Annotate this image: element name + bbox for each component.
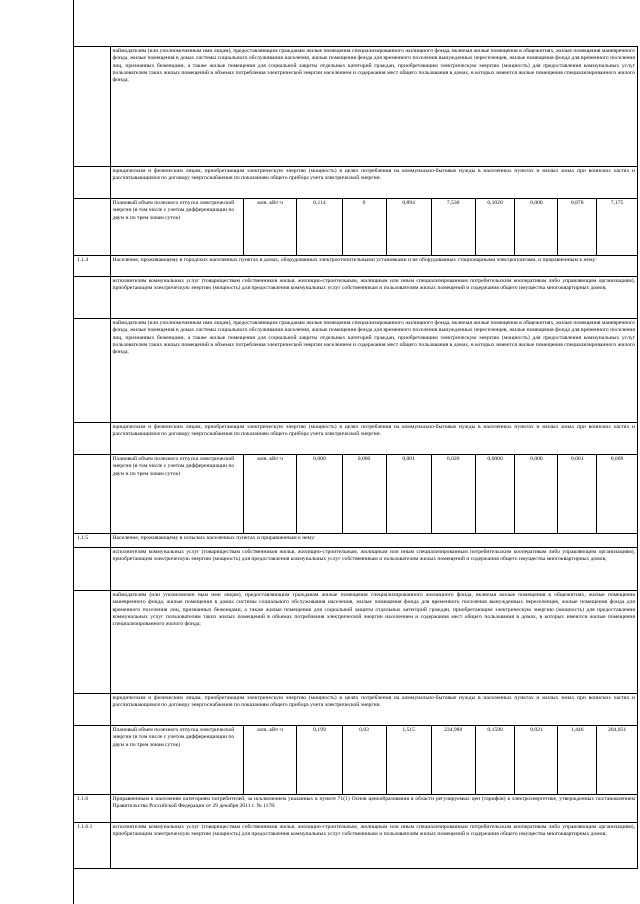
table-row bbox=[74, 795, 638, 823]
row-number-cell bbox=[74, 319, 111, 423]
value-cell: 0,009 bbox=[597, 455, 638, 534]
description-cell: юридическим и физическим лицам, приобретающим электрическую энергию (мощность) в целях потребления на коммунально-бытовые нужды в населенных пунктах и жилых зонах при воинских частях и рассчитывающимся по договору энергоснабжения по показаниям общего прибора учета электрической энергии. bbox=[110, 167, 637, 199]
row-number-cell bbox=[74, 591, 111, 694]
row-number-cell bbox=[74, 167, 111, 199]
description-cell: юридическим и физическим лицам, приобретающим электрическую энергию (мощность) в целях потребления на коммунально-бытовые нужды в населенных пунктах и жилых зонах при воинских частях и рассчитывающимся по договору энергоснабжения по показаниям общего прибора учета электрической энергии. bbox=[110, 694, 637, 726]
table-row bbox=[74, 319, 638, 423]
value-cell: 0,000 bbox=[515, 455, 558, 534]
value-cell: 7,530 bbox=[431, 199, 475, 256]
value-cell: 0,1590 bbox=[475, 726, 515, 795]
table-row bbox=[74, 534, 638, 548]
value-cell: 204,051 bbox=[597, 726, 638, 795]
tariff-table-body bbox=[74, 47, 638, 869]
value-cell: 1,446 bbox=[558, 726, 597, 795]
value-cell: 0,000 bbox=[342, 455, 386, 534]
volume-label-cell: Плановый объем полезного отпуска электрической энергии (в том числе с учетом дифференциации по двум и по трем зонам суток) bbox=[110, 199, 243, 256]
value-cell: 234,980 bbox=[431, 726, 475, 795]
description-cell: юридическим и физическим лицам, приобретающим электрическую энергию (мощность) в целях потребления на коммунально-бытовые нужды в населенных пунктах и жилых зонах при воинских частях и рассчитывающимся по договору энергоснабжения по показаниям общего прибора учета электрической энергии. bbox=[110, 423, 637, 455]
value-cell: 0,000 bbox=[297, 455, 342, 534]
description-cell: исполнителям коммунальных услуг (товариществам собственников жилья, жилищно-строительным, жилищным или иным специализированным потребительским кооперативам либо управляющим организациям), приобретающим электрическую энергию (мощность) для предоставления коммунальных услуг собственникам и пользователям жилых помещений и содержания общего имущества многоквартирных домов; bbox=[110, 823, 637, 869]
row-number-cell: 1.1.6 bbox=[74, 795, 111, 823]
unit-cell: млн. кВт·ч bbox=[243, 455, 297, 534]
table-row bbox=[74, 167, 638, 199]
table-row bbox=[74, 47, 638, 167]
value-cell: 0 bbox=[342, 199, 386, 256]
description-cell: Приравненным к населению категориям потребителей, за исключением указанных в пункте 71(1) Основ ценообразования в области регулируемых цен (тарифов) в электроэнергетике, утвержденных постановлением Правительства Российской Федерации от 29 декабря 2011 г. № 1178: bbox=[110, 795, 637, 823]
table-row bbox=[74, 199, 638, 256]
value-cell: 0,03 bbox=[342, 726, 386, 795]
row-number-cell: 1.1.4 bbox=[74, 256, 111, 277]
value-cell: 0,894 bbox=[386, 199, 431, 256]
value-cell: 0,020 bbox=[431, 455, 475, 534]
value-cell: 1,515 bbox=[386, 726, 431, 795]
row-number-cell bbox=[74, 726, 111, 795]
table-row bbox=[74, 455, 638, 534]
row-number-cell bbox=[74, 455, 111, 534]
value-cell: 0,199 bbox=[297, 726, 342, 795]
value-cell: 0,000 bbox=[515, 199, 558, 256]
description-cell: исполнителям коммунальных услуг (товариществам собственников жилья, жилищно-строительным, жилищным или иным специализированным потребительским кооперативам либо управляющим организациям), приобретающим электрическую энергию (мощность) для предоставления коммунальных услуг собственникам и пользователям жилых помещений и содержания общего имущества многоквартирных домов; bbox=[110, 277, 637, 319]
description-cell: исполнителям коммунальных услуг (товариществам собственников жилья, жилищно-строительным, жилищным или иным специализированным потребительским кооперативам либо управляющим организациям), приобретающим электрическую энергию (мощность) для предоставления коммунальных услуг собственникам и пользователям жилых помещений и содержания общего имущества многоквартирных домов; bbox=[110, 548, 637, 591]
unit-cell: млн. кВт·ч bbox=[243, 199, 297, 256]
description-cell: наймодателям (или уполномоченным ими лицам), предоставляющим гражданам жилые помещения специализированного жилищного фонда, включая жилые помещения в общежитиях, жилые помещения маневренного фонда, жилые помещения в домах системы социального обслуживания населения, жилые помещения фонда для временного поселения вынужденных переселенцев, жилые помещения фонда для временного поселения лиц, признанных беженцами, а также жилые помещения для социальной защиты отдельных категорий граждан, приобретающим электрическую энергию (мощность) для предоставления коммунальных услуг пользователям таких жилых помещений в объемах потребления электрической энергии населением и содержания мест общего пользования в домах, в которых имеются жилые помещения специализированного жилого фонда; bbox=[110, 319, 637, 423]
tariff-table bbox=[73, 46, 638, 869]
tariff-table-page bbox=[73, 46, 638, 869]
table-row bbox=[74, 423, 638, 455]
table-row bbox=[74, 277, 638, 319]
unit-cell: млн. кВт·ч bbox=[243, 726, 297, 795]
table-row bbox=[74, 548, 638, 591]
value-cell: 7,175 bbox=[597, 199, 638, 256]
table-row bbox=[74, 823, 638, 869]
row-number-cell bbox=[74, 694, 111, 726]
row-number-cell bbox=[74, 199, 111, 256]
row-number-cell bbox=[74, 277, 111, 319]
row-number-cell bbox=[74, 423, 111, 455]
volume-label-cell: Плановый объем полезного отпуска электрической энергии (в том числе с учетом дифференциации по двум и по трем зонам суток) bbox=[110, 726, 243, 795]
value-cell: 0,001 bbox=[558, 455, 597, 534]
description-cell: Население, проживающему в сельских населенных пунктах и приравненным к нему: bbox=[110, 534, 637, 548]
table-row bbox=[74, 726, 638, 795]
value-cell: 0,878 bbox=[558, 199, 597, 256]
row-number-cell bbox=[74, 548, 111, 591]
row-number-cell bbox=[74, 47, 111, 167]
table-row bbox=[74, 256, 638, 277]
value-cell: 0,1020 bbox=[475, 199, 515, 256]
description-cell: наймодателям (или уполномоченным ими лицам), предоставляющим гражданам жилые помещения специализированного жилищного фонда, включая жилые помещения в общежитиях, жилые помещения маневренного фонда, жилые помещения в домах системы социального обслуживания населения, жилые помещения фонда для временного поселения вынужденных переселенцев, жилые помещения фонда для временного поселения лиц, признанных беженцами, а также жилые помещения для социальной защиты отдельных категорий граждан, приобретающим электрическую энергию (мощность) для предоставления коммунальных услуг пользователям таких жилых помещений в объемах потребления электрической энергии населением и содержания мест общего пользования в домах, в которых имеются жилые помещения специализированного жилого фонда; bbox=[110, 47, 637, 167]
value-cell: 0,021 bbox=[515, 726, 558, 795]
table-row bbox=[74, 694, 638, 726]
value-cell: 0,0000 bbox=[475, 455, 515, 534]
description-cell: Население, проживающему в городских населенных пунктах в домах, оборудованных электроотопительными установками и не оборудованных стационарными электроплитами, и приравненным к нему: bbox=[110, 256, 637, 277]
table-row bbox=[74, 591, 638, 694]
volume-label-cell: Плановый объем полезного отпуска электрической энергии (в том числе с учетом дифференциации по двум и по трем зонам суток) bbox=[110, 455, 243, 534]
value-cell: 0,001 bbox=[386, 455, 431, 534]
description-cell: наймодателям (или уполномочен ным ими лицам), предоставляющим гражданам жилые помещения специализированного жилищного фонда, включая жилые помещения в общежитиях, жилые помещения маневренного фонда, жилые помещения в домах системы социального обслуживания населения, жилые помещения фонда для временного поселения вынужденных переселенцев, жилые помещения фонда для временного поселения лиц, признанных беженцами, а также жилые помещения для социальной защиты отдельных категорий граждан, приобретающим электрическую энергию (мощность) для предоставления коммунальных услуг пользователям таких жилых помещений в объемах потребления электрической энергии населением и содержания мест общего пользования в домах, в которых имеются жилые помещения специализированного жилого фонда; bbox=[110, 591, 637, 694]
row-number-cell: 1.1.5 bbox=[74, 534, 111, 548]
row-number-cell: 1.1.6.1 bbox=[74, 823, 111, 869]
value-cell: 0,114 bbox=[297, 199, 342, 256]
